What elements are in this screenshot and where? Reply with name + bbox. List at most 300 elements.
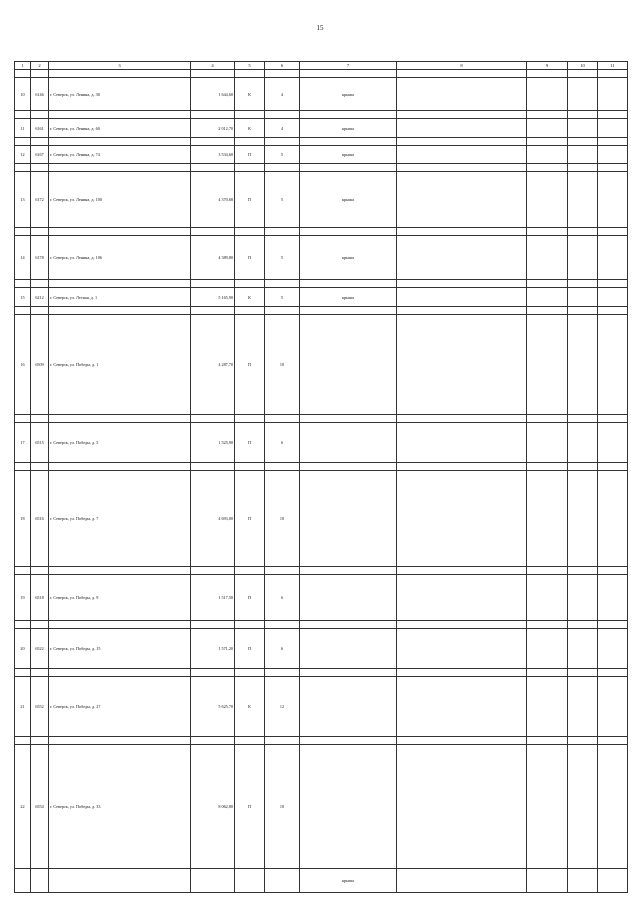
table-cell: 4 370,68 xyxy=(191,172,235,228)
table-cell: 6212 xyxy=(31,288,49,307)
table-cell xyxy=(300,745,397,869)
table-cell xyxy=(191,164,235,172)
table-row xyxy=(15,621,628,629)
table-cell xyxy=(568,575,598,621)
table-cell: 4 693,00 xyxy=(191,471,235,567)
table-cell xyxy=(598,146,628,164)
table-cell: 6509 xyxy=(31,315,49,415)
table-cell: крыша xyxy=(300,119,397,138)
table-cell: 1 525,90 xyxy=(191,423,235,463)
table-cell: П xyxy=(235,575,265,621)
table-cell xyxy=(598,70,628,78)
table-cell xyxy=(397,111,527,119)
table-cell xyxy=(31,621,49,629)
table-cell: крыша xyxy=(300,78,397,111)
table-cell xyxy=(235,621,265,629)
table-cell xyxy=(31,567,49,575)
table-cell xyxy=(598,288,628,307)
table-cell xyxy=(265,280,300,288)
table-cell: П xyxy=(235,236,265,280)
table-row xyxy=(15,677,628,737)
table-cell xyxy=(49,70,191,78)
table-cell xyxy=(49,463,191,471)
table-cell xyxy=(300,669,397,677)
table-cell xyxy=(191,70,235,78)
table-cell: 17 xyxy=(15,423,31,463)
table-cell: 6178 xyxy=(31,236,49,280)
table-cell: 10 xyxy=(265,745,300,869)
table-cell xyxy=(568,111,598,119)
table-cell: 13 xyxy=(15,172,31,228)
table-cell xyxy=(598,415,628,423)
table-cell xyxy=(49,307,191,315)
table-cell xyxy=(265,669,300,677)
table-cell xyxy=(300,471,397,567)
table-cell: 6518 xyxy=(31,575,49,621)
table-cell xyxy=(235,228,265,236)
column-number: 4 xyxy=(191,62,235,70)
table-cell xyxy=(568,70,598,78)
table-cell xyxy=(598,111,628,119)
table-cell xyxy=(15,307,31,315)
table-cell: 5 xyxy=(265,172,300,228)
table-row xyxy=(15,629,628,669)
table-cell xyxy=(235,669,265,677)
table-cell: г. Северск, ул. Победы, д. 15 xyxy=(49,629,191,669)
table-cell: г. Северск, ул. Победы, д. 9 xyxy=(49,575,191,621)
table-row xyxy=(15,164,628,172)
table-cell xyxy=(31,869,49,893)
table-cell xyxy=(568,415,598,423)
table-cell xyxy=(265,567,300,575)
table-cell xyxy=(49,280,191,288)
table-cell: г. Северск, ул. Ленина, д. 30 xyxy=(49,78,191,111)
column-number: 2 xyxy=(31,62,49,70)
table-cell xyxy=(568,629,598,669)
table-cell xyxy=(300,164,397,172)
table-cell xyxy=(31,164,49,172)
table-cell xyxy=(191,307,235,315)
table-cell xyxy=(527,567,568,575)
table-cell: 14 xyxy=(15,236,31,280)
table-cell: 12 xyxy=(15,146,31,164)
table-row xyxy=(15,288,628,307)
table-cell xyxy=(397,119,527,138)
table-cell xyxy=(568,471,598,567)
table-cell: 5 625,70 xyxy=(191,677,235,737)
table-cell xyxy=(527,745,568,869)
table-cell: 5 165,90 xyxy=(191,288,235,307)
table-row xyxy=(15,415,628,423)
table-cell: К xyxy=(235,677,265,737)
table-cell xyxy=(598,138,628,146)
table-cell xyxy=(397,471,527,567)
table-cell xyxy=(300,415,397,423)
table-cell xyxy=(235,415,265,423)
table-cell xyxy=(598,315,628,415)
table-row xyxy=(15,423,628,463)
table-cell xyxy=(598,164,628,172)
table-cell: 6 xyxy=(265,629,300,669)
table-cell xyxy=(598,745,628,869)
table-cell xyxy=(598,119,628,138)
table-cell xyxy=(49,621,191,629)
table-cell xyxy=(568,288,598,307)
table-cell xyxy=(397,669,527,677)
table-cell xyxy=(568,745,598,869)
table-cell: П xyxy=(235,172,265,228)
table-cell xyxy=(265,138,300,146)
table-row xyxy=(15,575,628,621)
table-row xyxy=(15,737,628,745)
table-cell: П xyxy=(235,745,265,869)
table-cell xyxy=(397,737,527,745)
table-cell xyxy=(191,228,235,236)
table-cell xyxy=(265,621,300,629)
table-cell xyxy=(31,415,49,423)
table-row xyxy=(15,146,628,164)
table-cell xyxy=(568,138,598,146)
column-number: 6 xyxy=(265,62,300,70)
table-cell xyxy=(568,567,598,575)
table-cell: 4 xyxy=(265,119,300,138)
table-cell xyxy=(265,307,300,315)
table-cell xyxy=(235,280,265,288)
table-cell xyxy=(31,737,49,745)
repair-schedule-table xyxy=(14,61,628,893)
table-cell xyxy=(191,138,235,146)
table-cell xyxy=(397,575,527,621)
table-cell xyxy=(49,669,191,677)
table-cell xyxy=(598,575,628,621)
table-cell: г. Северск, ул. Ленина, д. 100 xyxy=(49,172,191,228)
table-cell: К xyxy=(235,288,265,307)
table-cell: крыша xyxy=(300,236,397,280)
table-cell xyxy=(235,138,265,146)
table-row xyxy=(15,228,628,236)
table-cell: 10 xyxy=(15,78,31,111)
column-number: 10 xyxy=(568,62,598,70)
table-cell xyxy=(397,567,527,575)
table-cell: г. Северск, ул. Победы, д. 1 xyxy=(49,315,191,415)
table-cell xyxy=(598,78,628,111)
table-cell xyxy=(397,415,527,423)
table-cell xyxy=(49,869,191,893)
table-cell xyxy=(598,869,628,893)
table-cell xyxy=(527,172,568,228)
table-cell xyxy=(15,415,31,423)
table-cell xyxy=(15,567,31,575)
table-cell xyxy=(265,415,300,423)
table-row xyxy=(15,119,628,138)
table-cell xyxy=(527,423,568,463)
table-cell xyxy=(568,315,598,415)
table-cell xyxy=(31,280,49,288)
table-cell xyxy=(568,669,598,677)
table-cell: 15 xyxy=(15,288,31,307)
table-cell: 5 xyxy=(265,146,300,164)
table-cell: крыша xyxy=(300,172,397,228)
table-cell xyxy=(568,737,598,745)
table-cell xyxy=(397,463,527,471)
table-cell: крыша xyxy=(300,146,397,164)
table-cell: П xyxy=(235,423,265,463)
table-cell xyxy=(527,869,568,893)
table-cell xyxy=(300,677,397,737)
table-cell xyxy=(235,463,265,471)
table-cell xyxy=(191,567,235,575)
table-cell xyxy=(527,621,568,629)
table-row xyxy=(15,463,628,471)
table-cell: 10 xyxy=(265,315,300,415)
table-cell: 22 xyxy=(15,745,31,869)
table-cell: г. Северск, ул. Ленина, д. 60 xyxy=(49,119,191,138)
table-cell: 11 xyxy=(15,119,31,138)
table-cell xyxy=(397,629,527,669)
table-cell xyxy=(191,280,235,288)
table-row xyxy=(15,138,628,146)
table-cell xyxy=(527,471,568,567)
table-cell xyxy=(397,280,527,288)
table-cell xyxy=(568,423,598,463)
table-cell xyxy=(397,307,527,315)
table-cell xyxy=(568,228,598,236)
table-cell: 5 xyxy=(265,236,300,280)
table-cell xyxy=(191,463,235,471)
table-cell: П xyxy=(235,629,265,669)
table-cell: 6146 xyxy=(31,78,49,111)
table-cell xyxy=(300,315,397,415)
table-cell xyxy=(397,236,527,280)
table-cell xyxy=(397,621,527,629)
table-cell xyxy=(598,228,628,236)
table-cell xyxy=(300,138,397,146)
table-cell xyxy=(235,70,265,78)
table-cell xyxy=(191,621,235,629)
table-row xyxy=(15,111,628,119)
table-cell xyxy=(527,415,568,423)
table-row xyxy=(15,172,628,228)
table-cell xyxy=(235,869,265,893)
table-cell xyxy=(397,677,527,737)
table-cell xyxy=(598,172,628,228)
table-cell xyxy=(527,669,568,677)
table-cell xyxy=(265,164,300,172)
table-row xyxy=(15,70,628,78)
table-cell xyxy=(527,111,568,119)
table-cell xyxy=(31,463,49,471)
table-cell: г. Северск, ул. Победы, д. 33 xyxy=(49,745,191,869)
table-cell xyxy=(300,737,397,745)
page-number: 15 xyxy=(316,24,324,32)
table-cell xyxy=(598,621,628,629)
table-cell: 1 644,60 xyxy=(191,78,235,111)
table-cell: 18 xyxy=(15,471,31,567)
table-cell xyxy=(527,307,568,315)
table-cell xyxy=(568,146,598,164)
table-cell xyxy=(300,621,397,629)
table-cell: 6167 xyxy=(31,146,49,164)
table-cell: 8 062,80 xyxy=(191,745,235,869)
table-cell xyxy=(15,463,31,471)
table-cell: 6 xyxy=(265,575,300,621)
table-cell: 21 xyxy=(15,677,31,737)
table-cell xyxy=(527,70,568,78)
table-cell: 6522 xyxy=(31,629,49,669)
table-row xyxy=(15,280,628,288)
table-cell xyxy=(300,567,397,575)
table-cell xyxy=(397,315,527,415)
table-cell xyxy=(49,737,191,745)
column-number: 5 xyxy=(235,62,265,70)
column-number: 11 xyxy=(598,62,628,70)
table-cell: г. Северск, ул. Ленина, д. 74 xyxy=(49,146,191,164)
table-cell xyxy=(31,138,49,146)
table-cell xyxy=(397,288,527,307)
table-cell: П xyxy=(235,146,265,164)
column-numbers-row xyxy=(15,62,628,70)
table-cell xyxy=(300,280,397,288)
table-cell xyxy=(300,111,397,119)
table-cell xyxy=(49,415,191,423)
table-cell xyxy=(300,423,397,463)
table-cell xyxy=(49,138,191,146)
table-cell xyxy=(300,629,397,669)
column-number: 8 xyxy=(397,62,527,70)
table-cell xyxy=(31,669,49,677)
table-cell xyxy=(527,119,568,138)
table-row xyxy=(15,307,628,315)
table-cell xyxy=(598,737,628,745)
table-cell xyxy=(598,567,628,575)
table-cell xyxy=(527,146,568,164)
table-cell: 6172 xyxy=(31,172,49,228)
table-cell xyxy=(397,172,527,228)
table-cell xyxy=(265,70,300,78)
table-cell xyxy=(397,228,527,236)
table-cell xyxy=(568,78,598,111)
table-cell xyxy=(265,463,300,471)
table-cell: 6552 xyxy=(31,677,49,737)
table-cell xyxy=(49,164,191,172)
table-cell: 6 xyxy=(265,423,300,463)
table-cell: 6515 xyxy=(31,423,49,463)
table-row xyxy=(15,669,628,677)
table-cell xyxy=(598,677,628,737)
table-cell xyxy=(527,236,568,280)
table-cell xyxy=(397,70,527,78)
table-cell xyxy=(598,629,628,669)
table-cell: П xyxy=(235,471,265,567)
table-cell xyxy=(31,228,49,236)
table-cell: 19 xyxy=(15,575,31,621)
table-cell xyxy=(527,78,568,111)
table-cell: 5 xyxy=(265,288,300,307)
table-cell: г. Северск, ул. Ленина, д. 106 xyxy=(49,236,191,280)
table-cell: 4 389,80 xyxy=(191,236,235,280)
table-cell xyxy=(397,138,527,146)
table-cell: К xyxy=(235,119,265,138)
table-cell xyxy=(300,575,397,621)
column-number: 7 xyxy=(300,62,397,70)
table-cell xyxy=(598,280,628,288)
table-cell xyxy=(527,138,568,146)
table-cell xyxy=(235,567,265,575)
table-cell: крыша xyxy=(300,288,397,307)
table-cell xyxy=(31,111,49,119)
table-cell xyxy=(598,236,628,280)
table-cell: 20 xyxy=(15,629,31,669)
table-cell xyxy=(397,423,527,463)
table-cell xyxy=(568,280,598,288)
table-row xyxy=(15,471,628,567)
table-cell xyxy=(191,737,235,745)
table-cell xyxy=(598,307,628,315)
table-cell xyxy=(397,164,527,172)
table-cell: крыша xyxy=(300,869,397,893)
table-cell xyxy=(235,307,265,315)
table-cell xyxy=(598,669,628,677)
table-cell: 6516 xyxy=(31,471,49,567)
table-row xyxy=(15,315,628,415)
table-cell xyxy=(15,70,31,78)
table-cell xyxy=(527,280,568,288)
table-cell xyxy=(300,463,397,471)
table-cell xyxy=(598,471,628,567)
table-cell xyxy=(191,669,235,677)
column-number: 3 xyxy=(49,62,191,70)
table-cell xyxy=(265,869,300,893)
table-cell: П xyxy=(235,315,265,415)
table-cell: г. Северск, ул. Победы, д. 5 xyxy=(49,423,191,463)
table-cell: г. Северск, ул. Победы, д. 7 xyxy=(49,471,191,567)
table-cell xyxy=(527,677,568,737)
table-cell xyxy=(191,415,235,423)
table-cell: 3 534,60 xyxy=(191,146,235,164)
table-cell xyxy=(300,228,397,236)
table-cell xyxy=(568,236,598,280)
table-cell xyxy=(397,78,527,111)
table-row xyxy=(15,869,628,893)
table-cell xyxy=(15,621,31,629)
table-row xyxy=(15,236,628,280)
table-cell: 10 xyxy=(265,471,300,567)
table-cell: 12 xyxy=(265,677,300,737)
table-cell xyxy=(300,307,397,315)
table-cell xyxy=(300,70,397,78)
table-cell: К xyxy=(235,78,265,111)
table-cell xyxy=(527,629,568,669)
table-cell xyxy=(598,423,628,463)
table-cell: 6161 xyxy=(31,119,49,138)
table-cell: 4 287,70 xyxy=(191,315,235,415)
table-cell xyxy=(49,228,191,236)
table-cell xyxy=(15,869,31,893)
table-cell xyxy=(397,869,527,893)
table-cell xyxy=(31,307,49,315)
table-cell xyxy=(598,463,628,471)
table-cell xyxy=(15,138,31,146)
table-cell xyxy=(568,119,598,138)
table-cell xyxy=(397,146,527,164)
table-cell xyxy=(568,307,598,315)
column-number: 9 xyxy=(527,62,568,70)
table-cell xyxy=(49,111,191,119)
table-cell xyxy=(235,164,265,172)
table-cell xyxy=(265,111,300,119)
table-cell xyxy=(527,575,568,621)
table-cell xyxy=(397,745,527,869)
